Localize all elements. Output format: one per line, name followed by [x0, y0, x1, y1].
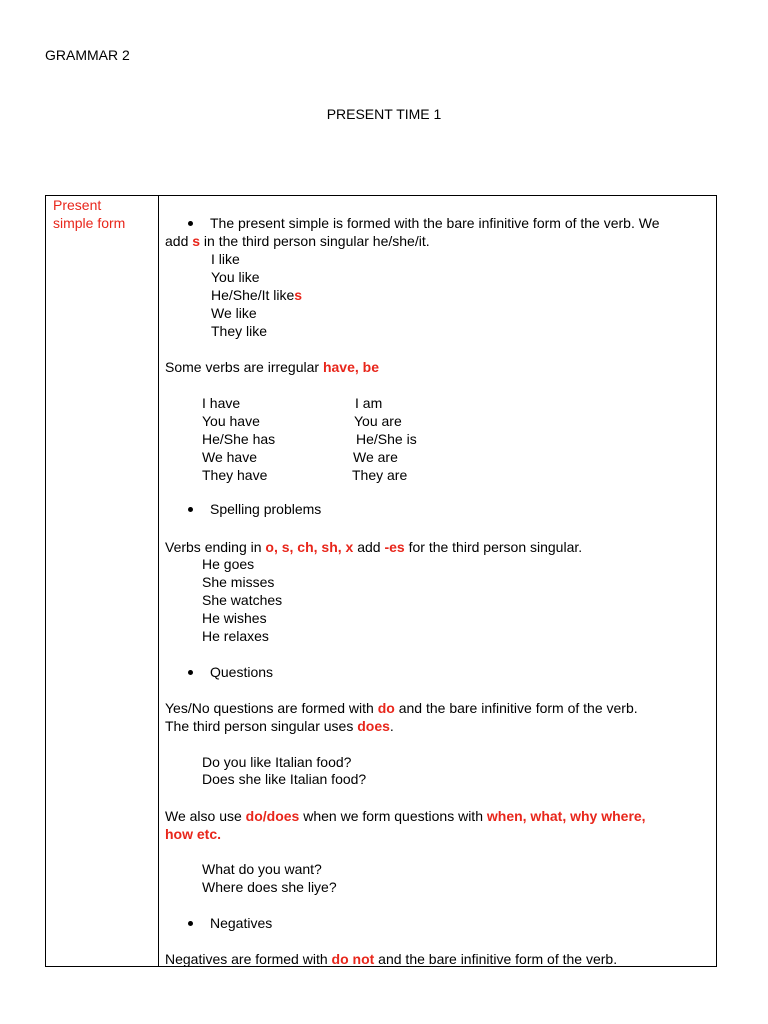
bullet-icon — [188, 507, 193, 512]
es-example: He relaxes — [202, 628, 269, 644]
es-example: She watches — [202, 592, 283, 608]
irregular-verbs-line: Some verbs are irregular have, be — [165, 359, 379, 375]
question-example: Does she like Italian food? — [202, 771, 367, 787]
document-header: GRAMMAR 2 — [45, 47, 130, 63]
questions-rule-line-2: The third person singular uses does. — [165, 718, 394, 734]
question-example: Do you like Italian food? — [202, 754, 352, 770]
conjugation-like-1: I like — [211, 251, 240, 267]
page-title: PRESENT TIME 1 — [326, 106, 442, 122]
es-rule-line: Verbs ending in o, s, ch, sh, x add -es for the third person singular. — [165, 539, 583, 555]
be-form: You are — [354, 413, 402, 429]
be-form: I am — [355, 395, 383, 411]
wh-example: Where does she liye? — [202, 879, 337, 895]
bullet-icon — [188, 921, 193, 926]
conjugation-like-4: We like — [211, 305, 257, 321]
wh-rule-line-1: We also use do/does when we form questions with when, what, why where, — [165, 808, 646, 824]
column-divider — [158, 196, 159, 966]
intro-line-2: add s in the third person singular he/she/it. — [165, 233, 430, 249]
have-form: We have — [202, 449, 257, 465]
have-form: You have — [202, 413, 260, 429]
topic-line-1: Present — [53, 197, 102, 213]
intro-line-1: The present simple is formed with the bare infinitive form of the verb. We — [210, 215, 660, 231]
section-questions: Questions — [210, 664, 274, 680]
topic-line-2: simple form — [53, 215, 126, 231]
section-spelling-problems: Spelling problems — [210, 501, 322, 517]
be-form: He/She is — [356, 431, 417, 447]
grammar-table — [45, 195, 717, 967]
be-form: They are — [352, 467, 408, 483]
es-example: He wishes — [202, 610, 267, 626]
es-example: She misses — [202, 574, 275, 590]
section-negatives: Negatives — [210, 915, 273, 931]
be-form: We are — [353, 449, 398, 465]
wh-example: What do you want? — [202, 861, 322, 877]
have-form: I have — [202, 395, 241, 411]
have-form: He/She has — [202, 431, 276, 447]
questions-rule-line-1: Yes/No questions are formed with do and the bare infinitive form of the verb. — [165, 700, 638, 716]
bullet-icon — [188, 221, 193, 226]
es-example: He goes — [202, 556, 255, 572]
conjugation-like-5: They like — [211, 323, 268, 339]
topic-cell — [53, 196, 153, 232]
bullet-icon — [188, 670, 193, 675]
conjugation-like-3: He/She/It likes — [211, 287, 303, 303]
conjugation-like-2: You like — [211, 269, 260, 285]
wh-rule-line-2: how etc. — [165, 826, 222, 842]
have-form: They have — [202, 467, 268, 483]
negatives-rule-line: Negatives are formed with do not and the bare infinitive form of the verb. — [165, 951, 618, 967]
